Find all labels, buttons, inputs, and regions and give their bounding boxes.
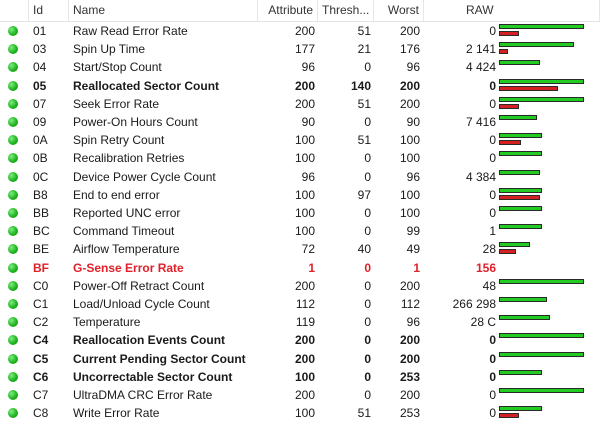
table-row[interactable] <box>0 331 600 349</box>
table-row[interactable] <box>0 259 600 277</box>
cell-attribute: 100 <box>294 187 315 202</box>
cell-raw: 2 141 <box>465 42 496 57</box>
cell-name: Spin Up Time <box>73 42 146 57</box>
status-ok-icon <box>8 263 18 273</box>
cell-raw: 0 <box>489 133 496 148</box>
table-row[interactable] <box>0 22 600 40</box>
cell-id: B8 <box>33 187 48 202</box>
health-bar <box>499 370 542 375</box>
cell-name: UltraDMA CRC Error Rate <box>73 388 213 402</box>
cell-threshold: 51 <box>357 96 371 111</box>
cell-threshold: 0 <box>364 333 371 348</box>
cell-attribute: 100 <box>294 224 315 239</box>
threshold-bar <box>499 31 519 36</box>
cell-name: Reallocated Sector Count <box>73 78 220 93</box>
table-row[interactable] <box>0 240 600 258</box>
status-ok-icon <box>8 408 18 418</box>
status-ok-icon <box>8 208 18 218</box>
cell-worst: 176 <box>399 42 420 57</box>
health-bar <box>499 297 547 302</box>
col-name-header[interactable]: Name <box>69 0 258 21</box>
cell-name: End to end error <box>73 187 160 202</box>
cell-id: 0B <box>33 151 48 166</box>
status-ok-icon <box>8 390 18 400</box>
status-ok-icon <box>8 81 18 91</box>
col-raw-header[interactable]: RAW <box>424 0 600 21</box>
cell-worst: 96 <box>406 60 420 75</box>
cell-raw: 0 <box>489 206 496 220</box>
cell-attribute: 96 <box>301 169 315 184</box>
cell-threshold: 0 <box>364 224 371 239</box>
table-row[interactable] <box>0 40 600 58</box>
status-ok-icon <box>8 153 18 163</box>
threshold-bar <box>499 249 516 254</box>
cell-id: BB <box>33 206 50 220</box>
health-bar <box>499 279 584 284</box>
cell-name: Recalibration Retries <box>73 151 185 166</box>
cell-id: 0A <box>33 133 48 148</box>
table-row[interactable] <box>0 131 600 149</box>
cell-id: BC <box>33 224 50 239</box>
cell-id: BF <box>33 260 49 275</box>
status-ok-icon <box>8 281 18 291</box>
status-ok-icon <box>8 26 18 36</box>
health-bar <box>499 352 584 357</box>
col-id-header[interactable]: Id <box>29 0 69 21</box>
cell-id: 0C <box>33 169 49 184</box>
health-bar <box>499 206 542 211</box>
cell-name: Temperature <box>73 315 141 330</box>
cell-worst: 200 <box>399 96 420 111</box>
cell-attribute: 72 <box>301 242 315 257</box>
cell-raw: 266 298 <box>452 297 496 311</box>
status-ok-icon <box>8 44 18 54</box>
cell-threshold: 0 <box>364 151 371 166</box>
health-bar <box>499 151 542 156</box>
cell-threshold: 51 <box>357 24 371 38</box>
cell-name: Reported UNC error <box>73 206 181 220</box>
cell-attribute: 200 <box>294 333 315 348</box>
cell-threshold: 97 <box>357 187 371 202</box>
cell-id: 04 <box>33 60 47 75</box>
cell-name: Write Error Rate <box>73 406 160 421</box>
table-row[interactable] <box>0 368 600 386</box>
cell-name: Power-Off Retract Count <box>73 278 205 293</box>
cell-raw: 156 <box>475 260 496 275</box>
threshold-bar <box>499 104 519 109</box>
table-row[interactable] <box>0 404 600 422</box>
cell-attribute: 177 <box>294 42 315 57</box>
cell-worst: 112 <box>400 297 420 311</box>
cell-attribute: 96 <box>301 60 315 75</box>
table-row[interactable] <box>0 168 600 186</box>
cell-raw: 0 <box>489 96 496 111</box>
health-bar <box>499 170 540 175</box>
cell-id: C7 <box>33 388 49 402</box>
cell-attribute: 1 <box>308 260 315 275</box>
cell-worst: 200 <box>399 351 420 366</box>
cell-worst: 253 <box>399 406 420 421</box>
cell-worst: 253 <box>399 369 420 384</box>
status-ok-icon <box>8 354 18 364</box>
cell-name: Power-On Hours Count <box>73 115 198 129</box>
table-row[interactable] <box>0 186 600 204</box>
cell-worst: 200 <box>399 278 420 293</box>
cell-id: 05 <box>33 78 47 93</box>
cell-id: C1 <box>33 297 49 311</box>
cell-worst: 200 <box>399 78 420 93</box>
cell-id: C0 <box>33 278 49 293</box>
health-bar <box>499 388 584 393</box>
cell-attribute: 119 <box>295 315 315 330</box>
cell-raw: 0 <box>489 78 496 93</box>
health-bar <box>499 133 542 138</box>
col-worst-header[interactable]: Worst <box>374 0 424 21</box>
cell-raw: 28 <box>482 242 496 257</box>
cell-threshold: 0 <box>364 260 371 275</box>
cell-worst: 49 <box>406 242 420 257</box>
table-row[interactable] <box>0 350 600 368</box>
col-attribute-header[interactable]: Attribute <box>258 0 318 21</box>
status-ok-icon <box>8 335 18 345</box>
cell-threshold: 0 <box>364 388 371 402</box>
cell-attribute: 200 <box>294 388 315 402</box>
table-row[interactable] <box>0 277 600 295</box>
cell-raw: 1 <box>489 224 496 239</box>
threshold-bar <box>499 86 558 91</box>
cell-worst: 100 <box>399 133 420 148</box>
cell-raw: 0 <box>489 333 496 348</box>
col-threshold-header[interactable]: Thresh... <box>318 0 374 21</box>
threshold-bar <box>499 49 508 54</box>
col-status-header[interactable] <box>0 0 29 21</box>
health-bar <box>499 97 584 102</box>
cell-threshold: 0 <box>364 297 371 311</box>
table-row[interactable] <box>0 222 600 240</box>
cell-threshold: 0 <box>364 60 371 75</box>
threshold-bar <box>499 195 540 200</box>
status-ok-icon <box>8 190 18 200</box>
cell-threshold: 0 <box>364 278 371 293</box>
cell-worst: 100 <box>399 206 420 220</box>
cell-raw: 28 C <box>470 315 496 330</box>
cell-id: C4 <box>33 333 49 348</box>
cell-attribute: 100 <box>294 406 315 421</box>
cell-raw: 0 <box>489 351 496 366</box>
table-row[interactable] <box>0 313 600 331</box>
cell-attribute: 112 <box>295 297 315 311</box>
cell-id: 07 <box>33 96 47 111</box>
health-bar <box>499 333 584 338</box>
cell-raw: 0 <box>489 369 496 384</box>
status-ok-icon <box>8 299 18 309</box>
cell-raw: 0 <box>489 151 496 166</box>
status-ok-icon <box>8 172 18 182</box>
health-bar <box>499 224 542 229</box>
cell-threshold: 0 <box>364 315 371 330</box>
cell-threshold: 21 <box>357 42 371 57</box>
cell-id: 01 <box>33 24 47 38</box>
health-bar <box>499 315 550 320</box>
cell-threshold: 0 <box>364 369 371 384</box>
status-ok-icon <box>8 135 18 145</box>
cell-name: Spin Retry Count <box>73 133 165 148</box>
table-row[interactable] <box>0 77 600 95</box>
cell-name: Seek Error Rate <box>73 96 160 111</box>
cell-threshold: 0 <box>364 115 371 129</box>
cell-worst: 200 <box>399 333 420 348</box>
cell-raw: 0 <box>489 406 496 421</box>
cell-attribute: 200 <box>294 96 315 111</box>
status-ok-icon <box>8 372 18 382</box>
table-header <box>0 0 600 22</box>
cell-worst: 200 <box>399 388 420 402</box>
cell-raw: 0 <box>489 388 496 402</box>
cell-threshold: 0 <box>364 351 371 366</box>
cell-attribute: 90 <box>301 115 315 129</box>
cell-id: BE <box>33 242 50 257</box>
cell-name: Reallocation Events Count <box>73 333 226 348</box>
cell-attribute: 100 <box>294 133 315 148</box>
cell-threshold: 51 <box>357 406 371 421</box>
cell-threshold: 0 <box>364 169 371 184</box>
status-ok-icon <box>8 226 18 236</box>
status-ok-icon <box>8 62 18 72</box>
health-bar <box>499 188 542 193</box>
table-row[interactable] <box>0 113 600 131</box>
health-bar <box>499 242 530 247</box>
cell-name: Uncorrectable Sector Count <box>73 369 233 384</box>
cell-attribute: 100 <box>294 369 315 384</box>
cell-attribute: 200 <box>294 78 315 93</box>
health-bar <box>499 60 540 65</box>
health-bar <box>499 79 584 84</box>
cell-name: Device Power Cycle Count <box>73 169 216 184</box>
cell-attribute: 200 <box>294 24 315 38</box>
cell-attribute: 100 <box>294 151 315 166</box>
cell-name: Start/Stop Count <box>73 60 162 75</box>
table-row[interactable] <box>0 149 600 167</box>
table-row[interactable] <box>0 58 600 76</box>
cell-raw: 7 416 <box>465 115 496 129</box>
cell-worst: 200 <box>399 24 420 38</box>
cell-worst: 96 <box>406 169 420 184</box>
cell-id: C8 <box>33 406 49 421</box>
cell-worst: 1 <box>413 260 420 275</box>
health-bar <box>499 42 574 47</box>
cell-threshold: 140 <box>350 78 371 93</box>
cell-name: Command Timeout <box>73 224 175 239</box>
status-ok-icon <box>8 317 18 327</box>
cell-attribute: 200 <box>294 351 315 366</box>
status-ok-icon <box>8 99 18 109</box>
cell-worst: 90 <box>406 115 420 129</box>
cell-name: Airflow Temperature <box>73 242 180 257</box>
cell-id: 09 <box>33 115 47 129</box>
cell-name: Raw Read Error Rate <box>73 24 188 38</box>
table-row[interactable] <box>0 295 600 313</box>
cell-attribute: 200 <box>294 278 315 293</box>
cell-threshold: 40 <box>357 242 371 257</box>
cell-worst: 100 <box>399 187 420 202</box>
health-bar <box>499 115 537 120</box>
status-ok-icon <box>8 244 18 254</box>
cell-id: 03 <box>33 42 47 57</box>
cell-raw: 4 384 <box>465 169 496 184</box>
cell-name: G-Sense Error Rate <box>73 260 184 275</box>
health-bar <box>499 24 584 29</box>
cell-worst: 100 <box>399 151 420 166</box>
status-ok-icon <box>8 117 18 127</box>
cell-threshold: 51 <box>357 133 371 148</box>
cell-id: C5 <box>33 351 49 366</box>
cell-attribute: 100 <box>294 206 315 220</box>
cell-name: Current Pending Sector Count <box>73 351 246 366</box>
cell-id: C2 <box>33 315 49 330</box>
cell-worst: 96 <box>406 315 420 330</box>
threshold-bar <box>499 413 519 418</box>
cell-raw: 48 <box>482 278 496 293</box>
health-bar <box>499 406 542 411</box>
threshold-bar <box>499 140 521 145</box>
table-row[interactable] <box>0 204 600 222</box>
cell-worst: 99 <box>406 224 420 239</box>
cell-id: C6 <box>33 369 49 384</box>
table-row[interactable] <box>0 386 600 404</box>
cell-threshold: 0 <box>364 206 371 220</box>
cell-raw: 0 <box>489 24 496 38</box>
cell-raw: 0 <box>489 187 496 202</box>
cell-name: Load/Unload Cycle Count <box>73 297 210 311</box>
table-row[interactable] <box>0 95 600 113</box>
cell-raw: 4 424 <box>465 60 496 75</box>
